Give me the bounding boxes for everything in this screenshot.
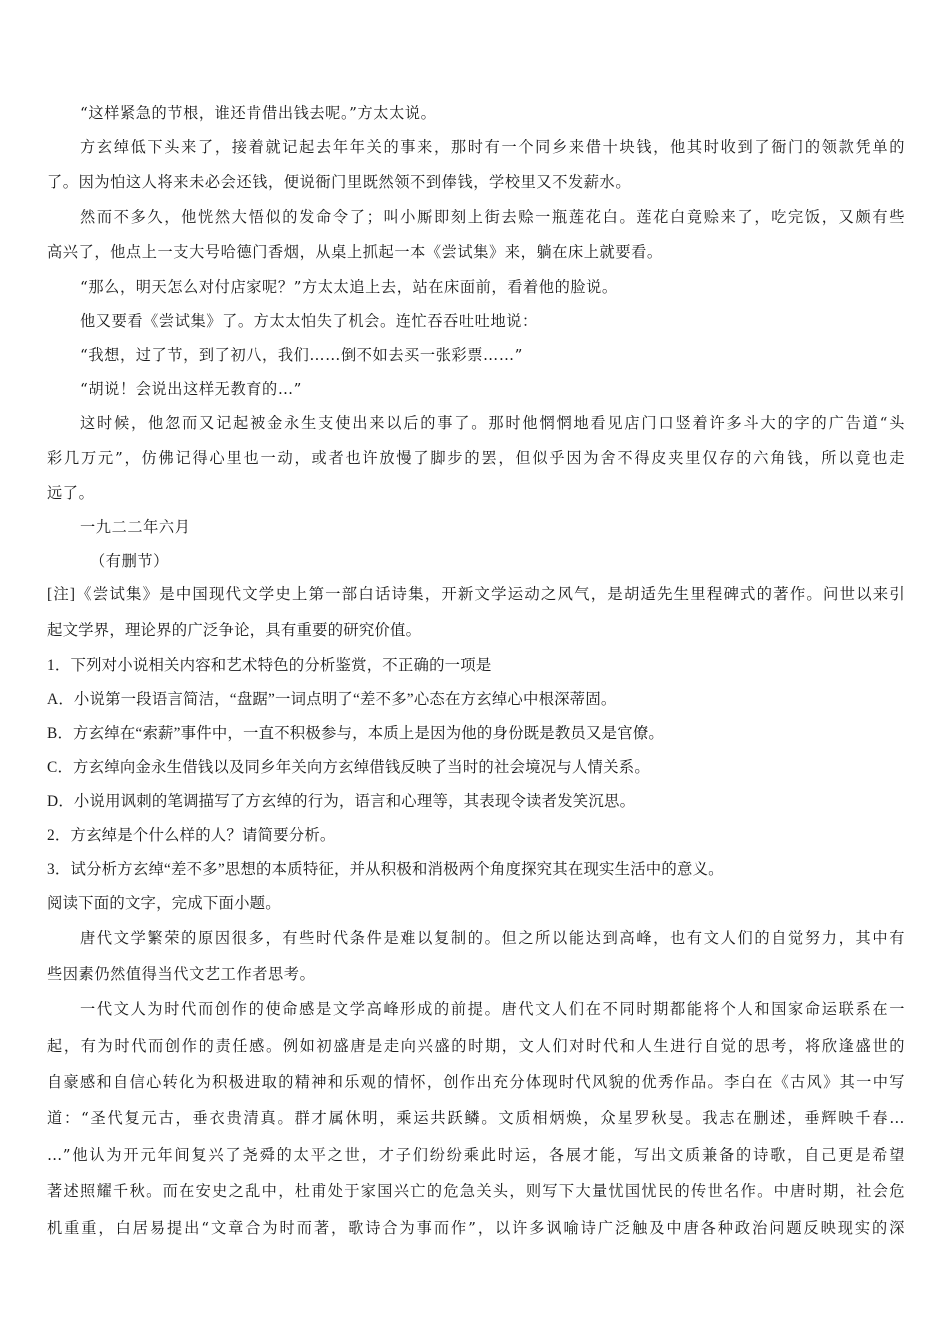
question-1-option-a: A．小说第一段语言简洁，“盘踞”一词点明了“差不多”心态在方玄绰心中根深蒂固。 bbox=[47, 691, 617, 708]
reading-paragraph-1-line-2: 些因素仍然值得当代文艺工作者思考。 bbox=[47, 965, 316, 983]
story-paragraph-6: “我想，过了节，到了初八，我们……倒不如去买一张彩票……” bbox=[80, 346, 523, 364]
story-paragraph-1: “这样紧急的节根，谁还肯借出钱去呢。”方太太说。 bbox=[80, 104, 437, 122]
story-paragraph-2-line-1: 方玄绰低下头来了，接着就记起去年年关的事来，那时有一个同乡来借十块钱，他其时收到了衙门的领款凭单的 bbox=[80, 138, 905, 156]
reading-paragraph-2-line-7: 机重重，白居易提出“文章合为时而著，歌诗合为事而作”，以许多讽喻诗广泛触及中唐各种政治问题反映现实的深 bbox=[47, 1219, 905, 1237]
reading-paragraph-1-line-1: 唐代文学繁荣的原因很多，有些时代条件是难以复制的。但之所以能达到高峰，也有文人们的自觉努力，其中有 bbox=[80, 929, 905, 947]
story-paragraph-4: “那么，明天怎么对付店家呢？”方太太追上去，站在床面前，看着他的脸说。 bbox=[80, 278, 618, 296]
question-1-option-d: D．小说用讽刺的笔调描写了方玄绰的行为，语言和心理等，其表现令读者发笑沉思。 bbox=[47, 793, 636, 810]
reading-instruction: 阅读下面的文字，完成下面小题。 bbox=[47, 895, 281, 912]
story-abridged-note: （有删节） bbox=[90, 552, 169, 570]
story-paragraph-3-line-2: 高兴了，他点上一支大号哈德门香烟，从桌上抓起一本《尝试集》来，躺在床上就要看。 bbox=[47, 243, 663, 261]
reading-paragraph-2-line-2: 起，有为时代而创作的责任感。例如初盛唐是走向兴盛的时期，文人们对时代和人生进行自觉的思考，将欣逢盛世的 bbox=[47, 1037, 905, 1055]
reading-paragraph-2-line-6: 著述照耀千秋。而在安史之乱中，杜甫处于家国兴亡的危急关头，则写下大量忧国忧民的传世名作。中唐时期，社会危 bbox=[47, 1182, 905, 1200]
footnote-line-1: [注]《尝试集》是中国现代文学史上第一部白话诗集，开新文学运动之风气，是胡适先生里程碑式的著作。问世以来引 bbox=[47, 586, 905, 603]
footnote-line-2: 起文学界，理论界的广泛争论，具有重要的研究价值。 bbox=[47, 622, 422, 639]
reading-paragraph-2-line-1: 一代文人为时代而创作的使命感是文学高峰形成的前提。唐代文人们在不同时期都能将个人和国家命运联系在一 bbox=[80, 1000, 905, 1018]
story-paragraph-8-line-1: 这时候，他忽而又记起被金永生支使出来以后的事了。那时他惘惘地看见店门口竖着许多斗大的字的广告道“头 bbox=[80, 414, 905, 432]
story-paragraph-8-line-2: 彩几万元”，仿佛记得心里也一动，或者也许放慢了脚步的罢，但似乎因为舍不得皮夹里仅存的六角钱，所以竟也走 bbox=[47, 449, 905, 467]
story-date: 一九二二年六月 bbox=[80, 518, 191, 536]
story-paragraph-7: “胡说！会说出这样无教育的…” bbox=[80, 380, 302, 398]
question-2: 2．方玄绰是个什么样的人？请简要分析。 bbox=[47, 827, 336, 844]
story-paragraph-3-line-1: 然而不多久，他恍然大悟似的发命令了；叫小厮即刻上街去赊一瓶莲花白。莲花白竟赊来了，吃完饭，又颇有些 bbox=[80, 208, 905, 226]
story-paragraph-5: 他又要看《尝试集》了。方太太怕失了机会。连忙吞吞吐吐地说： bbox=[80, 312, 538, 330]
reading-paragraph-2-line-4: 道：“圣代复元古，垂衣贵清真。群才属休明，乘运共跃鳞。文质相炳焕，众星罗秋旻。我志在删述，垂辉映千春… bbox=[47, 1109, 905, 1127]
question-1: 1．下列对小说相关内容和艺术特色的分析鉴赏，不正确的一项是 bbox=[47, 657, 492, 674]
story-paragraph-2-line-2: 了。因为怕这人将来未必会还钱，便说衙门里既然领不到俸钱，学校里又不发薪水。 bbox=[47, 173, 632, 191]
reading-paragraph-2-line-5: …”他认为开元年间复兴了尧舜的太平之世，才子们纷纷乘此时运，各展才能，写出文质兼备的诗歌，自己更是希望 bbox=[47, 1146, 905, 1164]
question-1-option-c: C．方玄绰向金永生借钱以及同乡年关向方玄绰借钱反映了当时的社会境况与人情关系。 bbox=[47, 759, 650, 776]
question-3: 3．试分析方玄绰“差不多”思想的本质特征，并从积极和消极两个角度探究其在现实生活中的意义。 bbox=[47, 861, 724, 878]
story-paragraph-8-line-3: 远了。 bbox=[47, 484, 95, 502]
question-1-option-b: B．方玄绰在“索薪”事件中，一直不积极参与，本质上是因为他的身份既是教员又是官僚。 bbox=[47, 725, 664, 742]
reading-paragraph-2-line-3: 自豪感和自信心转化为积极进取的精神和乐观的情怀，创作出充分体现时代风貌的优秀作品。李白在《古风》其一中写 bbox=[47, 1073, 905, 1091]
